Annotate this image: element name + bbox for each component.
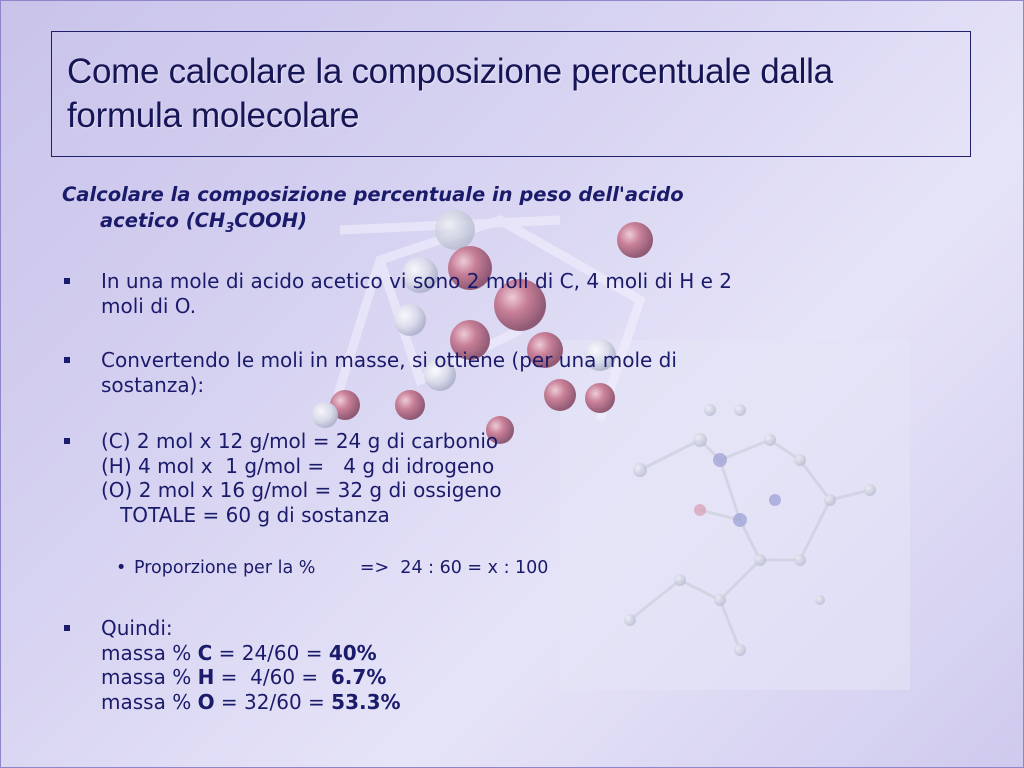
- bullet-line: In una mole di acido acetico vi sono 2 moli di C, 4 moli di H e 2: [101, 269, 732, 293]
- result-intro: Quindi:: [101, 616, 173, 640]
- subheading-formula-post: COOH): [234, 209, 307, 232]
- result-row-hydrogen: [101, 665, 941, 690]
- result-element: H: [197, 665, 215, 689]
- result-element: C: [197, 640, 213, 665]
- bullet-line: moli di O.: [101, 293, 197, 318]
- sub-bullet-marker: •: [116, 558, 127, 578]
- result-prefix: massa %: [101, 665, 198, 689]
- bullet-marker: [64, 278, 70, 284]
- bullet-line: sostanza):: [101, 372, 205, 397]
- result-formula: = 4/60 =: [214, 665, 331, 689]
- bullet-marker: [64, 357, 70, 363]
- bullet-marker: [64, 625, 70, 631]
- sub-bullet-text: Proporzione per la % => 24 : 60 = x : 100: [134, 558, 549, 578]
- result-value: 6.7%: [330, 665, 387, 689]
- result-row-oxygen: [101, 690, 941, 715]
- calc-line-hydrogen: (H) 4 mol x 1 g/mol = 4 g di idrogeno: [101, 453, 495, 478]
- result-element: O: [197, 689, 215, 714]
- subheading-line-2: [62, 208, 942, 242]
- result-prefix: massa %: [101, 689, 198, 714]
- result-value: 40%: [328, 640, 377, 665]
- result-formula: = 32/60 =: [214, 689, 332, 714]
- subheading-line-1: Calcolare la composizione percentuale in peso dell'acido: [62, 183, 684, 206]
- bullet-text: [101, 429, 941, 527]
- sub-bullet-proportion: [116, 556, 548, 580]
- result-row-carbon: [101, 641, 941, 666]
- subheading: [62, 182, 942, 242]
- bullet-text: [101, 269, 941, 318]
- result-value: 53.3%: [331, 689, 401, 714]
- subheading-formula-pre: acetico (CH: [100, 209, 226, 232]
- result-prefix: massa %: [101, 640, 198, 665]
- calc-line-carbon: (C) 2 mol x 12 g/mol = 24 g di carbonio: [101, 429, 499, 453]
- calc-line-total: TOTALE = 60 g di sostanza: [101, 502, 390, 527]
- subheading-formula-subscript: 3: [225, 220, 235, 236]
- bullet-text: [101, 616, 941, 714]
- title-line-2: formula molecolare: [67, 96, 360, 135]
- bullet-line: Convertendo le moli in masse, si ottiene (per una mole di: [101, 348, 677, 372]
- bullet-marker: [64, 438, 70, 444]
- bullet-text: [101, 348, 941, 397]
- result-formula: = 24/60 =: [212, 640, 329, 665]
- title-line-1: Come calcolare la composizione percentuale dalla: [67, 52, 833, 91]
- calc-line-oxygen: (O) 2 mol x 16 g/mol = 32 g di ossigeno: [101, 478, 502, 502]
